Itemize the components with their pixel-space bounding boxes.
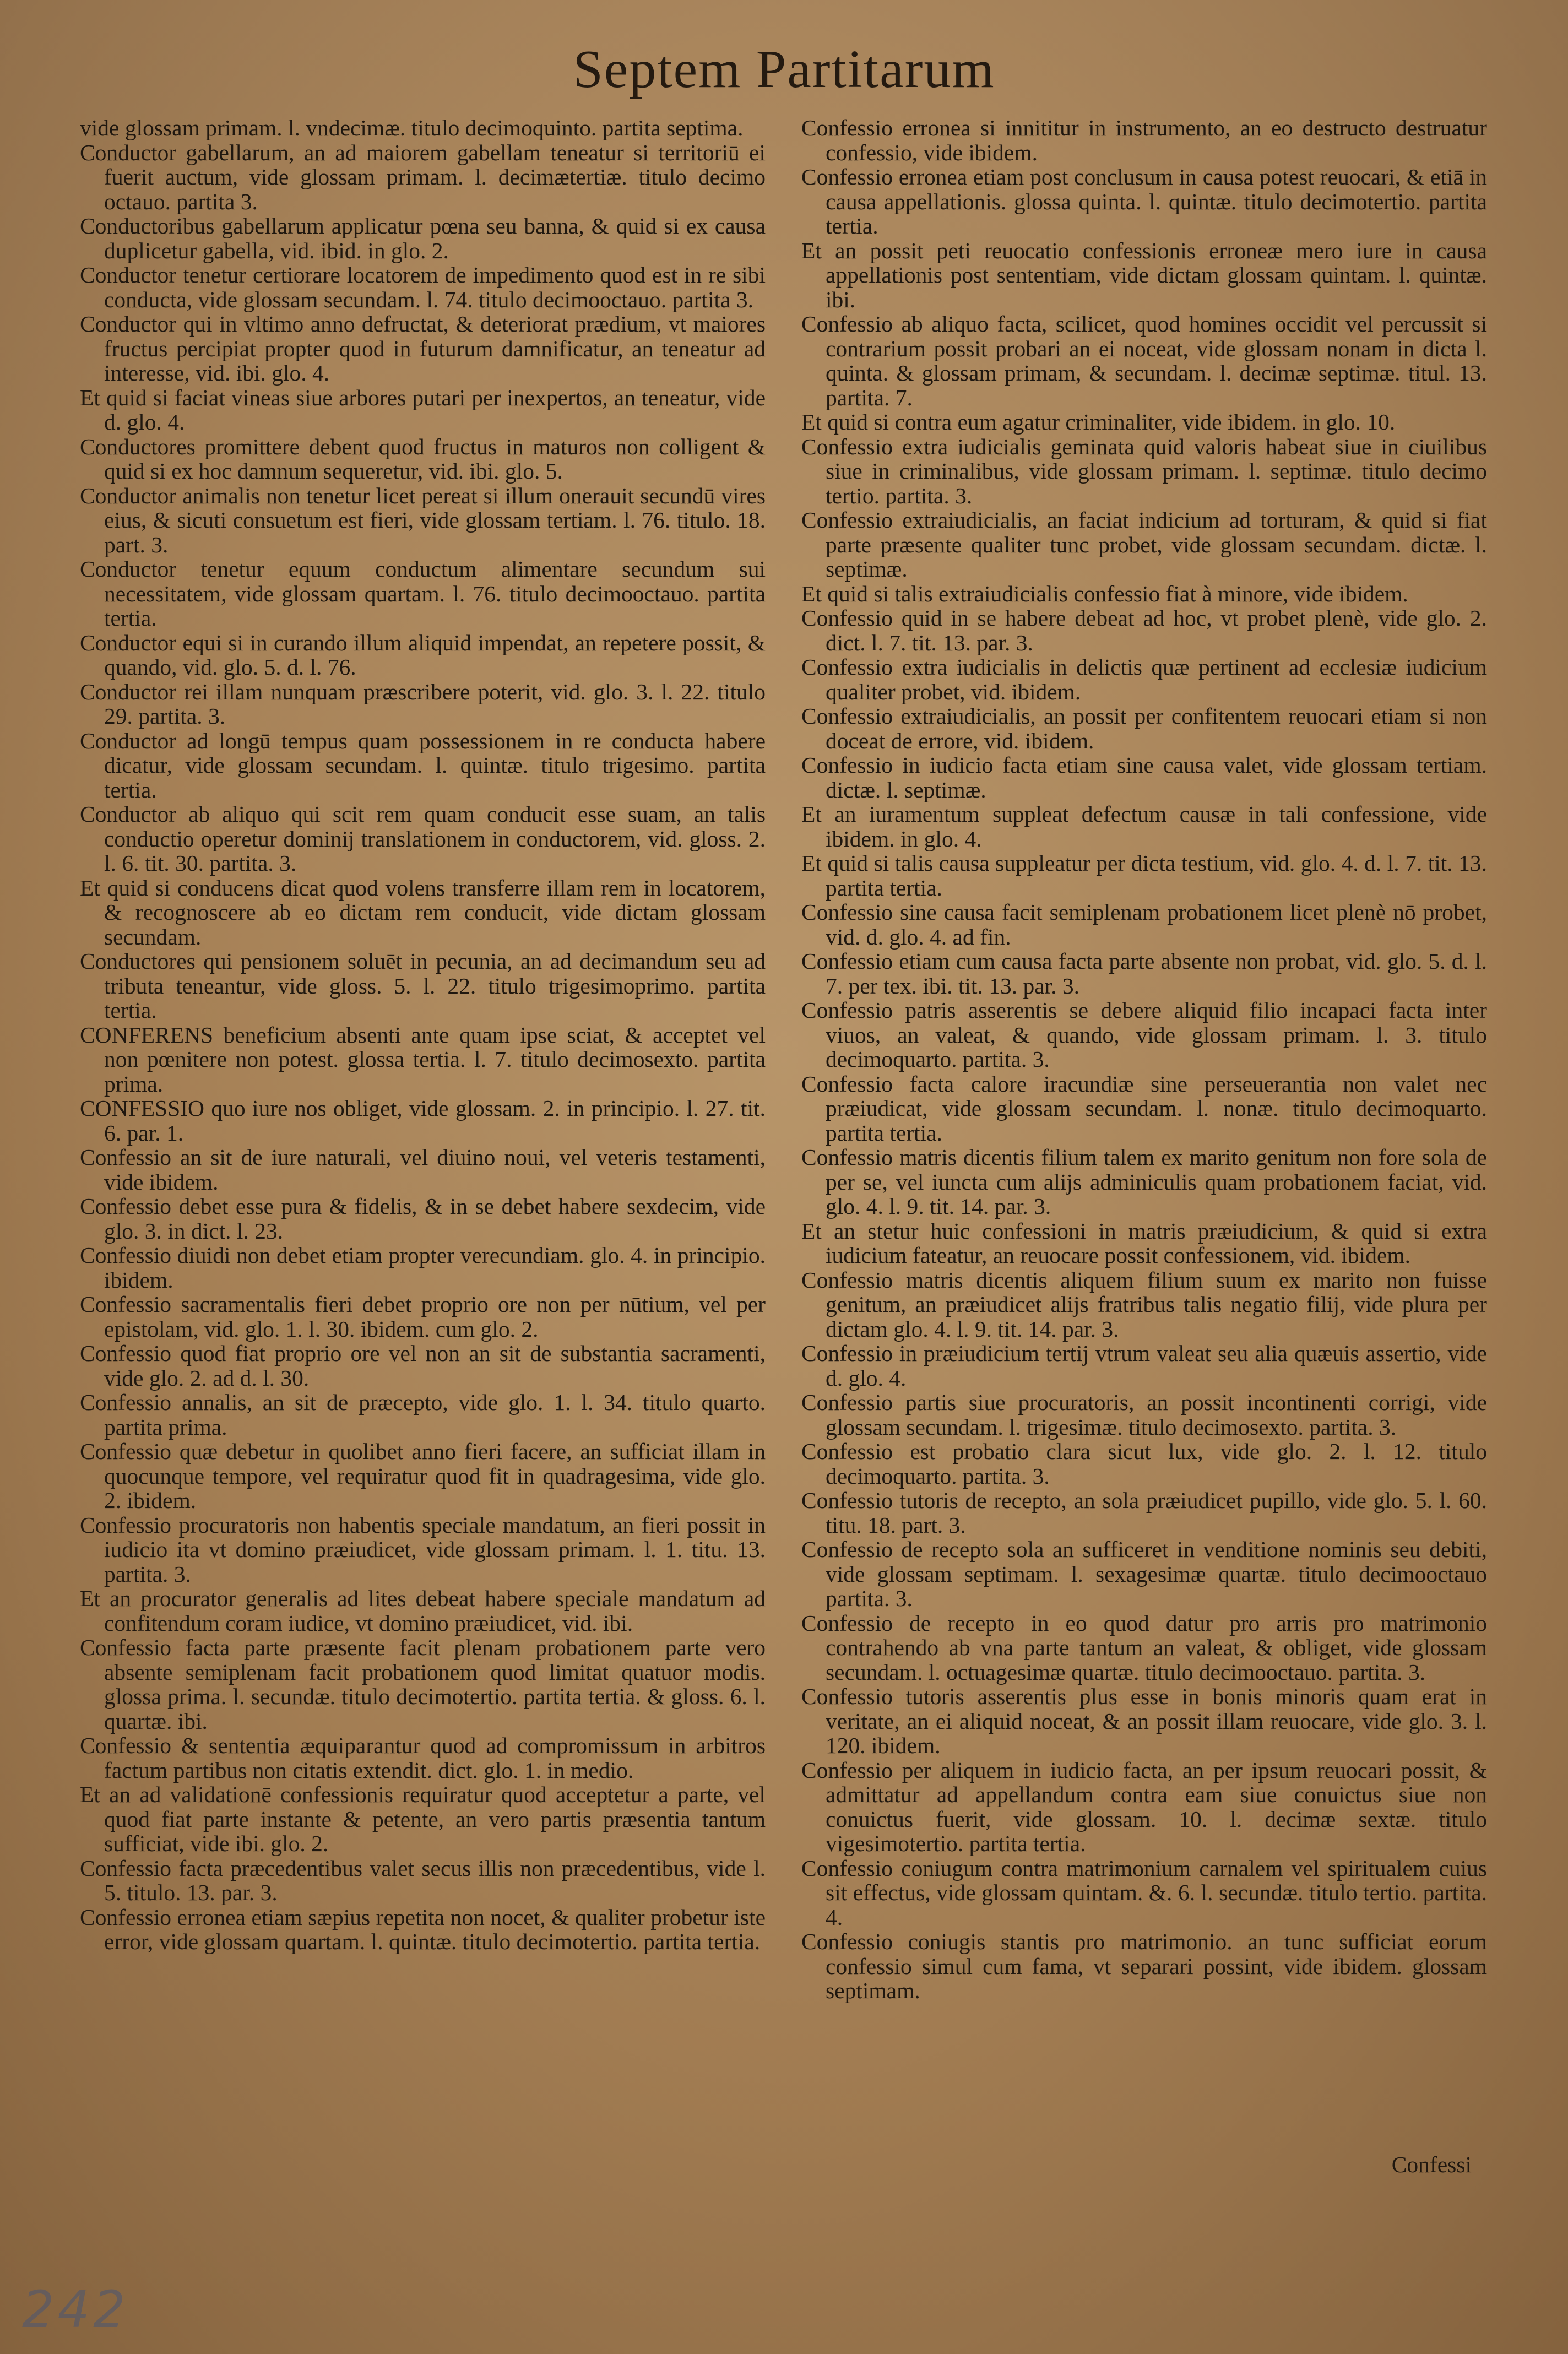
catchword: Confessi xyxy=(1391,2152,1472,2177)
index-entry: Confessio & sententia æquiparantur quod ad compromissum in arbitros factum partibus non citatis extendit. dict. glo. 1. in medio. xyxy=(80,1733,766,1783)
running-head: Septem Partitarum xyxy=(573,40,995,99)
index-entry: Confessio sacramentalis fieri debet proprio ore non per nūtium, vel per epistolam, vid. glo. 1. l. 30. ibidem. cum glo. 2. xyxy=(80,1292,766,1342)
index-entry: Conductor qui in vltimo anno defructat, & deteriorat prædium, vt maiores fructus percipiat propter quod in futurum damnificatur, an teneatur ad interesse, vid. ibi. glo. 4. xyxy=(80,311,766,386)
index-entry: Confessio partis siue procuratoris, an possit incontinenti corrigi, vide glossam secundam. l. trigesimæ. titulo decimosexto. partita. 3. xyxy=(801,1390,1487,1440)
index-entry: Conductor equi si in curando illum aliquid impendat, an repetere possit, & quando, vid. glo. 5. d. l. 76. xyxy=(80,630,766,680)
index-entry: Confessio annalis, an sit de præcepto, vide glo. 1. l. 34. titulo quarto. partita prima. xyxy=(80,1390,766,1440)
index-entry: Confessio est probatio clara sicut lux, vide glo. 2. l. 12. titulo decimoquarto. partita. 3. xyxy=(801,1439,1487,1489)
index-entry: CONFERENS beneficium absenti ante quam ipse sciat, & acceptet vel non pœnitere non potest. glossa tertia. l. 7. titulo decimosexto. partita prima. xyxy=(80,1022,766,1097)
index-entry: Et an possit peti reuocatio confessionis erroneæ mero iure in causa appellationis post sententiam, vide dictam glossam quintam. l. quintæ. ibi. xyxy=(801,237,1487,312)
index-entry: Confessio matris dicentis aliquem filium suum ex marito non fuisse genitum, an præiudicet alijs fratribus talis negatio filij, vide plura per dictam glo. 4. l. 9. tit. 14. par. 3. xyxy=(801,1267,1487,1342)
index-entry: Et quid si talis extraiudicialis confessio fiat à minore, vide ibidem. xyxy=(801,581,1408,606)
index-entry: Confessio extraiudicialis, an faciat indicium ad torturam, & quid si fiat parte præsente qualiter tunc probet, vide glossam secundam. dictæ. l. septimæ. xyxy=(801,507,1487,582)
index-entry: Et an iuramentum suppleat defectum causæ in tali confessione, vide ibidem. in glo. 4. xyxy=(801,801,1487,851)
index-entry: Conductor gabellarum, an ad maiorem gabellam teneatur si territoriū ei fuerit auctum, vide glossam primam. l. decimætertiæ. titulo decimo octauo. partita 3. xyxy=(80,139,766,214)
index-entry: Et an procurator generalis ad lites debeat habere speciale mandatum ad confitendum coram iudice, vt domino præiudicet, vid. ibi. xyxy=(80,1586,766,1636)
index-entry: Confessio ab aliquo facta, scilicet, quod homines occidit vel percussit si contrarium possit probari an ei noceat, vide glossam nonam in dicta l. quinta. & glossam primam, & secundam. l. decimæ septimæ. titul. 13. partita. 7. xyxy=(801,311,1487,410)
index-entry: Confessio coniugum contra matrimonium carnalem vel spiritualem cuius sit effectus, vide glossam quintam. &. 6. l. secundæ. titulo tertio. partita. 4. xyxy=(801,1855,1487,1930)
pencil-folio-number: 242 xyxy=(22,2280,129,2339)
index-entry: Confessio patris asserentis se debere aliquid filio incapaci facta inter viuos, an valeat, & quando, vide glossam primam. l. 3. titulo decimoquarto. partita. 3. xyxy=(801,997,1487,1072)
index-entry: vide glossam primam. l. vndecimæ. titulo decimoquinto. partita septima. xyxy=(80,115,744,140)
index-entry: Confessio quid in se habere debeat ad hoc, vt probet plenè, vide glo. 2. dict. l. 7. tit. 13. par. 3. xyxy=(801,605,1487,655)
index-entry: Confessio de recepto sola an sufficeret in venditione nominis seu debiti, vide glossam septimam. l. sexagesimæ quartæ. titulo decimooctauo partita. 3. xyxy=(801,1537,1487,1611)
index-entry: Confessio in præiudicium tertij vtrum valeat seu alia quæuis assertio, vide d. glo. 4. xyxy=(801,1341,1487,1391)
index-entry: Et an ad validationē confessionis requiratur quod acceptetur a parte, vel quod fiat parte instante & petente, an vero partis præsentia tantum sufficiat, vide ibi. glo. 2. xyxy=(80,1782,766,1856)
index-entry: Confessio quod fiat proprio ore vel non an sit de substantia sacramenti, vide glo. 2. ad d. l. 30. xyxy=(80,1341,766,1391)
index-entry: Conductor tenetur equum conductum alimentare secundum sui necessitatem, vide glossam quartam. l. 76. titulo decimooctauo. partita tertia. xyxy=(80,556,766,631)
index-entry: Confessio extra iudicialis geminata quid valoris habeat siue in ciuilibus siue in criminalibus, vide glossam primam. l. septimæ. titulo decimo tertio. partita. 3. xyxy=(801,433,1487,508)
index-entry: Et quid si talis causa suppleatur per dicta testium, vid. glo. 4. d. l. 7. tit. 13. partita tertia. xyxy=(801,850,1487,901)
index-entry: Confessio quæ debetur in quolibet anno fieri facere, an sufficiat illam in quocunque tempore, vel requiratur quod fit in quadragesima, vide glo. 2. ibidem. xyxy=(80,1439,766,1513)
index-entry: Confessio erronea etiam sæpius repetita non nocet, & qualiter probetur iste error, vide glossam quartam. l. quintæ. titulo decimotertio. partita tertia. xyxy=(80,1904,766,1954)
index-entry: Et quid si conducens dicat quod volens transferre illam rem in locatorem, & recognoscere ab eo dictam rem conducit, vide dictam glossam secundam. xyxy=(80,875,766,950)
index-entry: Confessio an sit de iure naturali, vel diuino noui, vel veteris testamenti, vide ibidem. xyxy=(80,1145,766,1195)
index-entry: CONFESSIO quo iure nos obliget, vide glossam. 2. in principio. l. 27. tit. 6. par. 1. xyxy=(80,1095,766,1146)
index-entry: Confessio extra iudicialis in delictis quæ pertinent ad ecclesiæ iudicium qualiter probet, vid. ibidem. xyxy=(801,654,1487,704)
index-entry: Et an stetur huic confessioni in matris præiudicium, & quid si extra iudicium fateatur, an reuocare possit confessionem, vid. ibidem. xyxy=(801,1218,1487,1268)
index-entry: Confessio erronea etiam post conclusum in causa potest reuocari, & etiā in causa appellationis. glossa quinta. l. quintæ. titulo decimotertio. partita tertia. xyxy=(801,164,1487,238)
index-entry: Conductor animalis non tenetur licet pereat si illum onerauit secundū vires eius, & sicuti consuetum est fieri, vide glossam tertiam. l. 76. titulo. 18. part. 3. xyxy=(80,482,766,557)
index-entry: Confessio per aliquem in iudicio facta, an per ipsum reuocari possit, & admittatur ad appellandum contra eam siue conuictus siue non conuictus fuerit, vide glossam. 10. l. decimæ sextæ. titulo vigesimotertio. partita tertia. xyxy=(801,1757,1487,1856)
index-entry: Confessio etiam cum causa facta parte absente non probat, vid. glo. 5. d. l. 7. per tex. ibi. tit. 13. par. 3. xyxy=(801,948,1487,999)
index-entry: Confessio extraiudicialis, an possit per confitentem reuocari etiam si non doceat de errore, vid. ibidem. xyxy=(801,703,1487,753)
index-entry: Confessio diuidi non debet etiam propter verecundiam. glo. 4. in principio. ibidem. xyxy=(80,1243,766,1293)
index-entry: Confessio debet esse pura & fidelis, & in se debet habere sexdecim, vide glo. 3. in dict. l. 23. xyxy=(80,1194,766,1244)
index-entry: Confessio facta præcedentibus valet secus illis non præcedentibus, vide l. 5. titulo. 13. par. 3. xyxy=(80,1855,766,1905)
index-entry: Confessio sine causa facit semiplenam probationem licet plenè nō probet, vid. d. glo. 4. ad fin. xyxy=(801,899,1487,950)
index-entry: Confessio tutoris asserentis plus esse in bonis minoris quam erat in veritate, an ei aliquid noceat, & an possit illam reuocare, vide glo. 3. l. 120. ibidem. xyxy=(801,1684,1487,1758)
left-index-column xyxy=(80,116,766,1954)
index-entry: Confessio matris dicentis filium talem ex marito genitum non fore sola de per se, vel iuncta cum alijs adminiculis quam probationem faciat, vid. glo. 4. l. 9. tit. 14. par. 3. xyxy=(801,1145,1487,1219)
right-index-column xyxy=(801,116,1487,2003)
index-entry: Conductor rei illam nunquam præscribere poterit, vid. glo. 3. l. 22. titulo 29. partita. 3. xyxy=(80,679,766,729)
index-entry: Confessio tutoris de recepto, an sola præiudicet pupillo, vide glo. 5. l. 60. titu. 18. part. 3. xyxy=(801,1488,1487,1538)
index-entry: Conductoribus gabellarum applicatur pœna seu banna, & quid si ex causa duplicetur gabella, vid. ibid. in glo. 2. xyxy=(80,213,766,263)
index-entry: Confessio coniugis stantis pro matrimonio. an tunc sufficiat eorum confessio simul cum fama, vt separari possint, vide ibidem. glossam septimam. xyxy=(801,1929,1487,2003)
index-entry: Conductores qui pensionem soluēt in pecunia, an ad decimandum seu ad tributa teneantur, vide gloss. 5. l. 22. titulo trigesimoprimo. partita tertia. xyxy=(80,948,766,1023)
index-entry: Confessio facta parte præsente facit plenam probationem parte vero absente semiplenam facit probationem quod limitat quatuor modis. glossa prima. l. secundæ. titulo decimotertio. partita tertia. & gloss. 6. l. quartæ. ibi. xyxy=(80,1635,766,1734)
index-entry: Confessio facta calore iracundiæ sine perseuerantia non valet nec præiudicat, vide glossam secundam. l. nonæ. titulo decimoquarto. partita tertia. xyxy=(801,1071,1487,1146)
index-entry: Conductor ab aliquo qui scit rem quam conducit esse suam, an talis conductio operetur dominij translationem in conductorem, vid. gloss. 2. l. 6. tit. 30. partita. 3. xyxy=(80,801,766,876)
index-entry: Et quid si faciat vineas siue arbores putari per inexpertos, an teneatur, vide d. glo. 4. xyxy=(80,384,766,435)
index-entry: Confessio erronea si innititur in instrumento, an eo destructo destruatur confessio, vide ibidem. xyxy=(801,115,1487,165)
index-entry: Et quid si contra eum agatur criminaliter, vide ibidem. in glo. 10. xyxy=(801,409,1396,435)
index-entry: Conductores promittere debent quod fructus in maturos non colligent & quid si ex hoc damnum sequeretur, vid. ibi. glo. 5. xyxy=(80,433,766,484)
index-entry: Conductor tenetur certiorare locatorem de impedimento quod est in re sibi conducta, vide glossam secundam. l. 74. titulo decimooctauo. partita 3. xyxy=(80,262,766,312)
index-entry: Confessio de recepto in eo quod datur pro arris pro matrimonio contrahendo ab vna parte tantum an valeat, & obliget, vide glossam secundam. l. octuagesimæ quartæ. titulo decimooctauo. partita. 3. xyxy=(801,1610,1487,1685)
index-entry: Conductor ad longū tempus quam possessionem in re conducta habere dicatur, vide glossam secundam. l. quintæ. titulo trigesimo. partita tertia. xyxy=(80,728,766,802)
index-entry: Confessio in iudicio facta etiam sine causa valet, vide glossam tertiam. dictæ. l. septimæ. xyxy=(801,752,1487,802)
index-entry: Confessio procuratoris non habentis speciale mandatum, an fieri possit in iudicio ita vt domino præiudicet, vide glossam primam. l. 1. titu. 13. partita. 3. xyxy=(80,1512,766,1587)
